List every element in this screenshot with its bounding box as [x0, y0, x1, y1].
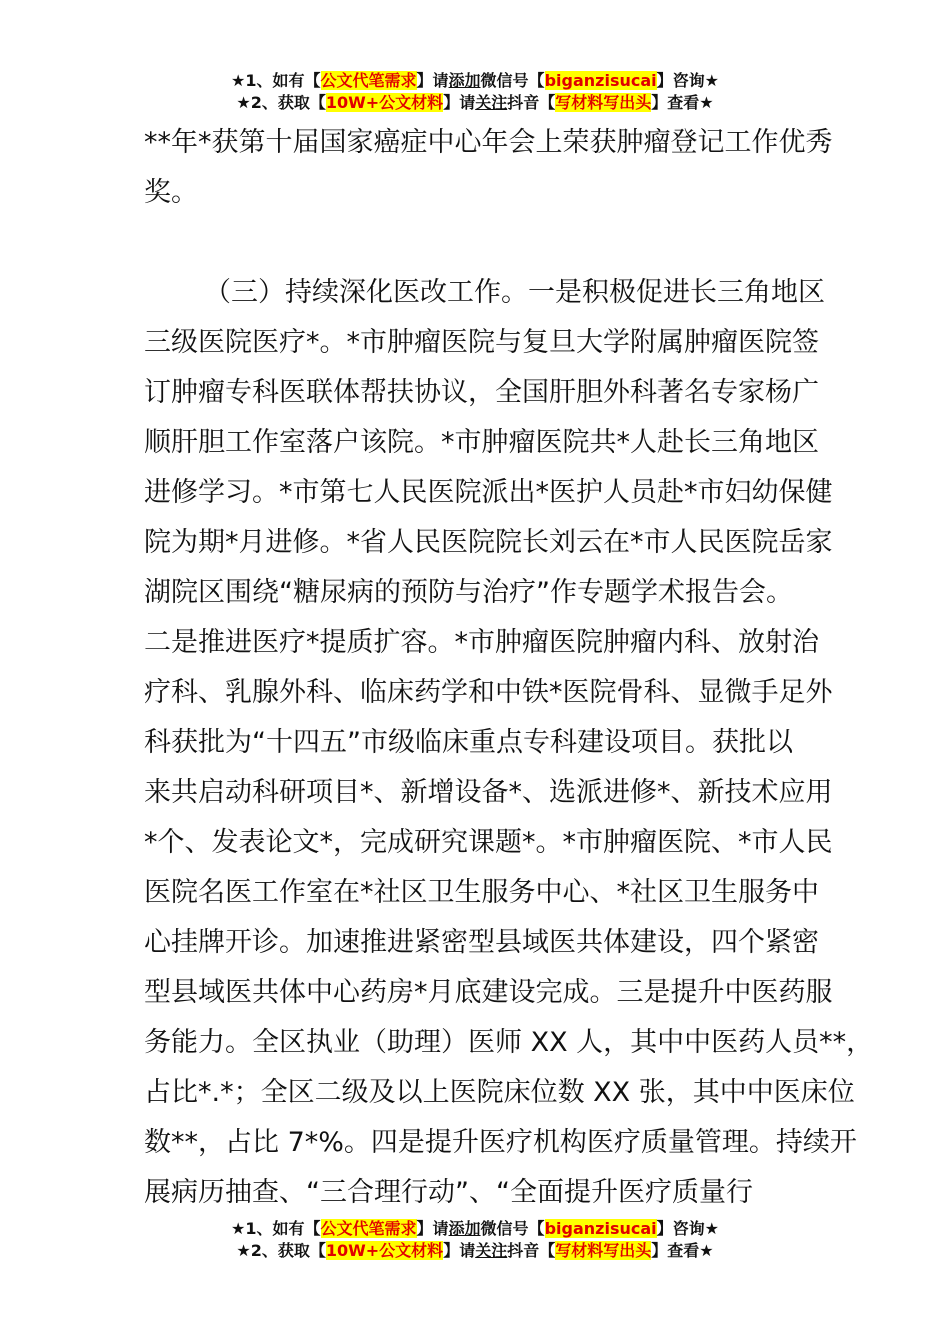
banner-text: ★2、获取【 [236, 1241, 326, 1260]
body-line: 二是推进医疗*提质扩容。*市肿瘤医院肿瘤内科、放射治 [144, 627, 819, 658]
body-line: 科获批为“十四五”市级临床重点专科建设项目。获批以 [144, 727, 793, 758]
banner-highlight: 写材料写出头 [555, 93, 652, 112]
body-line: 数**，占比 7*%。四是提升医疗机构医疗质量管理。持续开 [144, 1127, 857, 1158]
document-body [144, 118, 874, 1218]
body-line: 务能力。全区执业（助理）医师 XX 人，其中中医药人员**， [144, 1027, 874, 1058]
body-line: 心挂牌开诊。加速推进紧密型县域医共体建设，四个紧密 [144, 927, 819, 958]
body-line: *个、发表论文*，完成研究课题*。*市肿瘤医院、*市人民 [144, 827, 833, 858]
header-banner [0, 70, 950, 114]
body-line: 来共启动科研项目*、新增设备*、选派进修*、新技术应用 [144, 777, 833, 808]
footer-banner [0, 1218, 950, 1262]
banner-underline: 添加 [448, 71, 481, 90]
body-line: 展病历抽查、“三合理行动”、“全面提升医疗质量行 [144, 1177, 753, 1208]
body-line: 型县域医共体中心药房*月底建设完成。三是提升中医药服 [144, 977, 833, 1008]
body-line: 疗科、乳腺外科、临床药学和中铁*医院骨科、显微手足外 [144, 677, 833, 708]
banner-text: 】请 [416, 1219, 449, 1238]
banner-highlight: 公文代笔需求 [320, 71, 417, 90]
footer-banner-line-2 [0, 1240, 950, 1262]
banner-highlight: 写材料写出头 [555, 1241, 652, 1260]
header-banner-line-2 [0, 92, 950, 114]
banner-underline: 关注 [475, 1241, 508, 1260]
banner-underline: 添加 [448, 1219, 481, 1238]
banner-highlight: biganzisucai [544, 1219, 657, 1238]
body-line: （三）持续深化医改工作。一是积极促进长三角地区 [204, 277, 825, 308]
body-line: 订肿瘤专科医联体帮扶协议，全国肝胆外科著名专家杨广 [144, 377, 819, 408]
banner-text: 微信号【 [480, 71, 545, 90]
body-line: 湖院区围绕“糖尿病的预防与治疗”作专题学术报告会。 [144, 577, 793, 608]
body-line: 占比*.*；全区二级及以上医院床位数 XX 张，其中中医床位 [144, 1077, 855, 1108]
banner-text: 】请 [443, 1241, 476, 1260]
body-line: 院为期*月进修。*省人民医院院长刘云在*市人民医院岳家 [144, 527, 833, 558]
banner-text: ★1、如有【 [231, 1219, 321, 1238]
banner-underline: 关注 [475, 93, 508, 112]
banner-text: 】查看★ [651, 1241, 714, 1260]
banner-text: 】请 [416, 71, 449, 90]
header-banner-line-1 [0, 70, 950, 92]
banner-text: 】请 [443, 93, 476, 112]
banner-text: 】查看★ [651, 93, 714, 112]
body-line: 奖。 [144, 177, 198, 208]
banner-text: 微信号【 [480, 1219, 545, 1238]
banner-text: ★1、如有【 [231, 71, 321, 90]
banner-highlight: biganzisucai [544, 71, 657, 90]
banner-text: 】咨询★ [656, 1219, 719, 1238]
body-line: 进修学习。*市第七人民医院派出*医护人员赴*市妇幼保健 [144, 477, 833, 508]
banner-highlight: 10W+公文材料 [325, 1241, 444, 1260]
banner-highlight: 公文代笔需求 [320, 1219, 417, 1238]
banner-text: 】咨询★ [656, 71, 719, 90]
banner-text: 抖音【 [507, 1241, 556, 1260]
body-line: 顺肝胆工作室落户该院。*市肿瘤医院共*人赴长三角地区 [144, 427, 819, 458]
body-line: 医院名医工作室在*社区卫生服务中心、*社区卫生服务中 [144, 877, 819, 908]
body-line: **年*获第十届国家癌症中心年会上荣获肿瘤登记工作优秀 [144, 127, 833, 158]
body-line: 三级医院医疗*。*市肿瘤医院与复旦大学附属肿瘤医院签 [144, 327, 819, 358]
paragraph-gap [144, 218, 814, 268]
footer-banner-line-1 [0, 1218, 950, 1240]
banner-text: ★2、获取【 [236, 93, 326, 112]
banner-highlight: 10W+公文材料 [325, 93, 444, 112]
banner-text: 抖音【 [507, 93, 556, 112]
